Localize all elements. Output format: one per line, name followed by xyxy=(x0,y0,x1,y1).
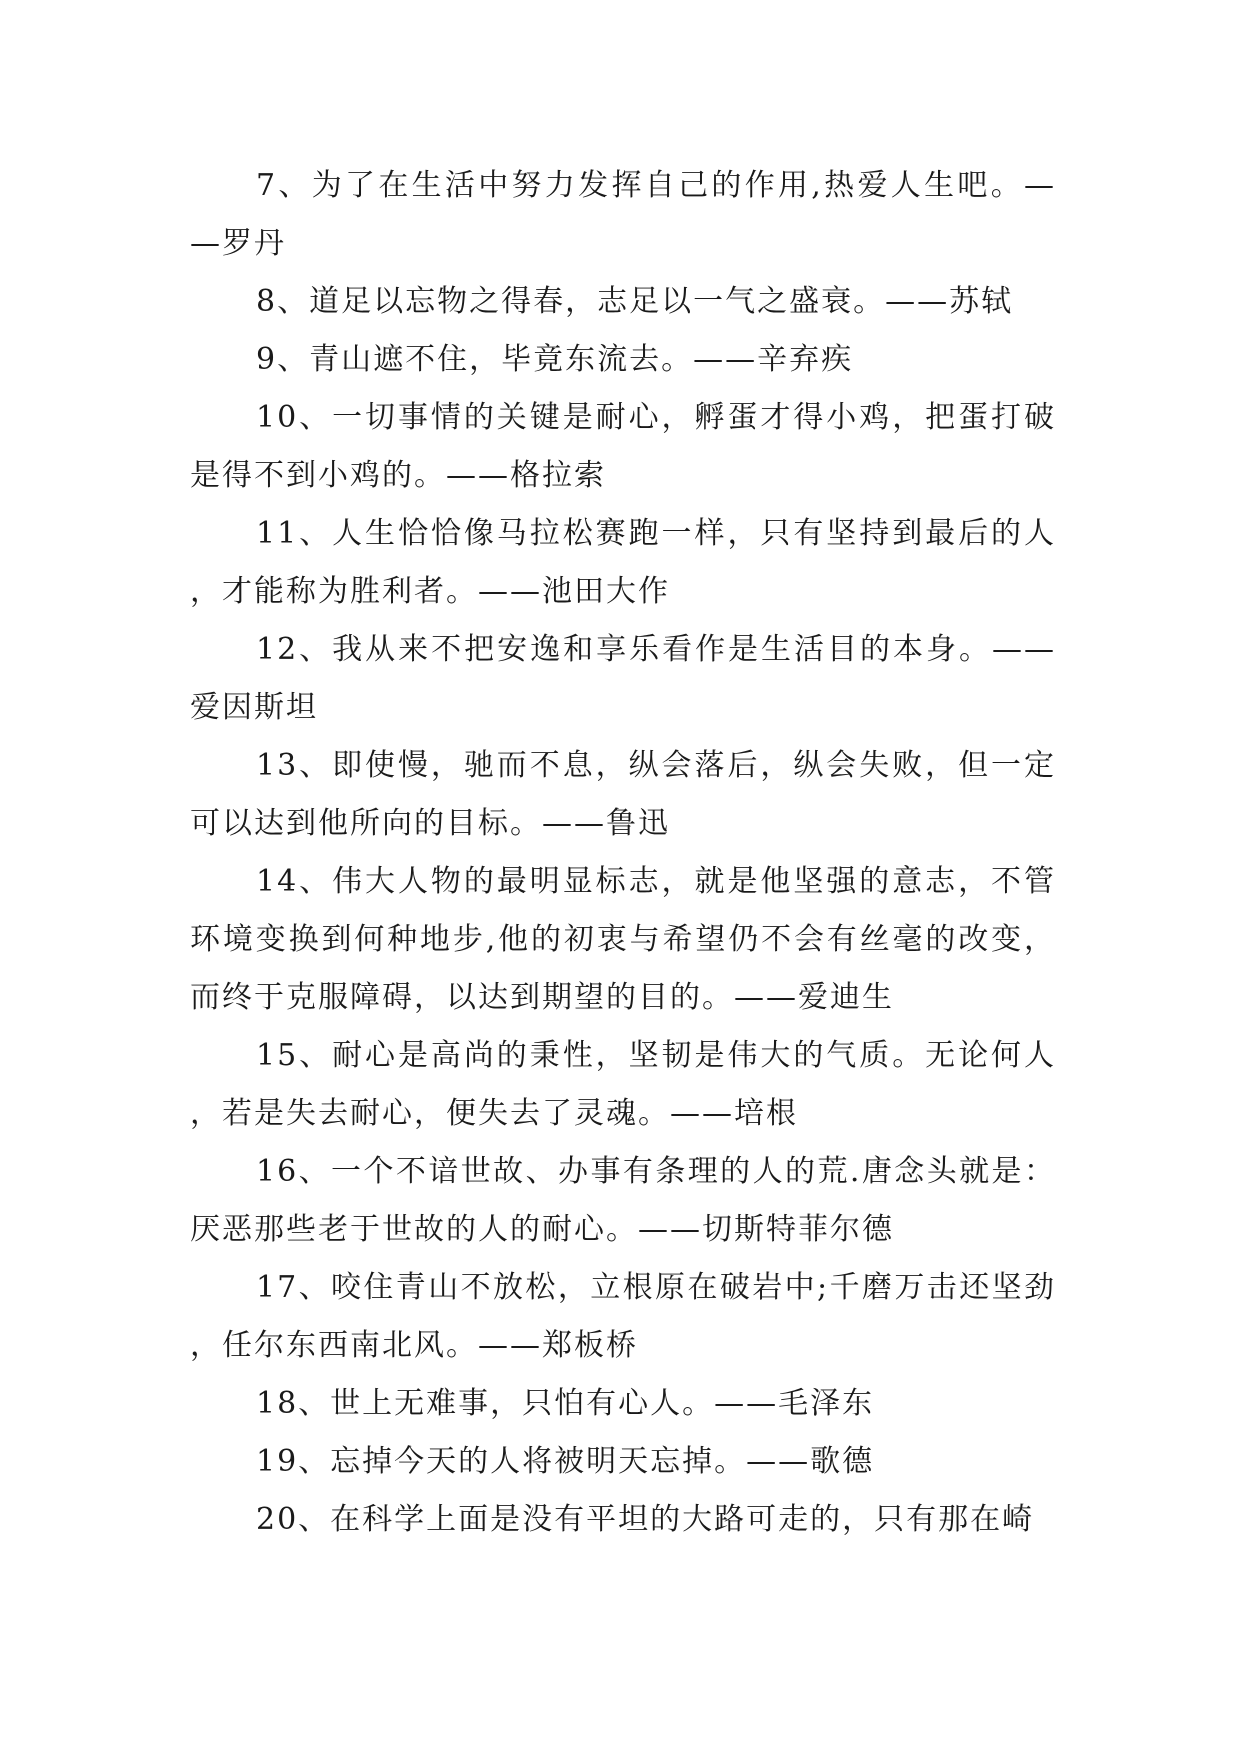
quote-paragraph: 15、耐心是高尚的秉性，坚韧是伟大的气质。无论何人，若是失去耐心，便失去了灵魂。——培根 xyxy=(190,1038,1056,1131)
quote-paragraph: 9、青山遮不住，毕竟东流去。——辛弃疾 xyxy=(256,342,854,377)
quote-paragraph: 18、世上无难事，只怕有心人。——毛泽东 xyxy=(256,1386,875,1421)
quote-paragraph: 13、即使慢，驰而不息，纵会落后，纵会失败，但一定可以达到他所向的目标。——鲁迅 xyxy=(190,748,1056,841)
quote-paragraph: 17、咬住青山不放松，立根原在破岩中;千磨万击还坚劲，任尔东西南北风。——郑板桥 xyxy=(190,1270,1056,1363)
quote-paragraph: 19、忘掉今天的人将被明天忘掉。——歌德 xyxy=(256,1444,875,1479)
quote-paragraph: 7、为了在生活中努力发挥自己的作用,热爱人生吧。——罗丹 xyxy=(190,168,1056,261)
quote-paragraph: 10、一切事情的关键是耐心，孵蛋才得小鸡，把蛋打破是得不到小鸡的。——格拉索 xyxy=(190,400,1056,493)
quote-paragraph: 12、我从来不把安逸和享乐看作是生活目的本身。——爱因斯坦 xyxy=(190,632,1056,725)
quote-paragraph: 16、一个不谙世故、办事有条理的人的荒.唐念头就是：厌恶那些老于世故的人的耐心。——切斯特菲尔德 xyxy=(190,1154,1056,1247)
quote-paragraph: 8、道足以忘物之得春，志足以一气之盛衰。——苏轼 xyxy=(256,284,1014,319)
document-page xyxy=(190,157,1056,1549)
quote-paragraph: 20、在科学上面是没有平坦的大路可走的，只有那在崎 xyxy=(256,1502,1035,1537)
quote-paragraph: 14、伟大人物的最明显标志，就是他坚强的意志，不管环境变换到何种地步,他的初衷与希望仍不会有丝毫的改变，而终于克服障碍，以达到期望的目的。——爱迪生 xyxy=(190,864,1056,1015)
quote-paragraph: 11、人生恰恰像马拉松赛跑一样，只有坚持到最后的人，才能称为胜利者。——池田大作 xyxy=(190,516,1056,609)
